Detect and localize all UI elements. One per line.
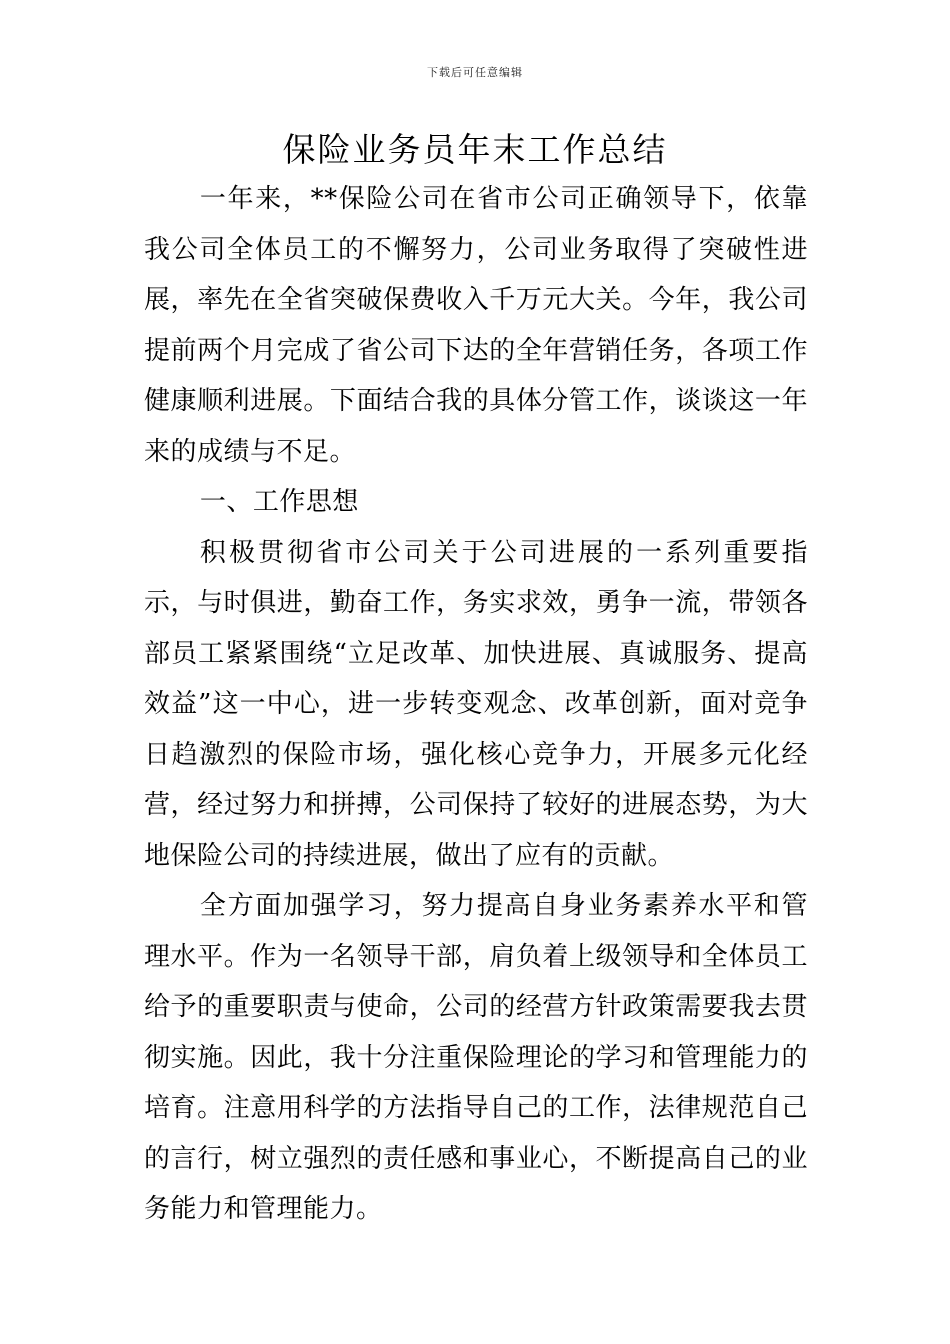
document-body — [144, 174, 808, 1235]
section-heading-work-thinking: 一、工作思想 — [199, 487, 359, 517]
paragraph-learning: 全方面加强学习，努力提高自身业务素养水平和管理水平。作为一名领导干部，肩负着上级领导和全体员工给予的重要职责与使命，公司的经营方针政策需要我去贯彻实施。因此，我十分注重保险理论的学习和管理能力的培育。注意用科学的方法指导自己的工作，法律规范自己的言行，树立强烈的责任感和事业心，不断提高自己的业务能力和管理能力。 — [144, 891, 808, 1224]
paragraph-work-thinking: 积极贯彻省市公司关于公司进展的一系列重要指示，与时俱进，勤奋工作，务实求效，勇争一流，带领各部员工紧紧围绕“立足改革、加快进展、真诚服务、提高效益”这一中心，进一步转变观念、改革创新，面对竞争日趋激烈的保险市场，强化核心竞争力，开展多元化经营，经过努力和拼搏，公司保持了较好的进展态势，为大地保险公司的持续进展，做出了应有的贡献。 — [144, 537, 808, 871]
paragraph-intro: 一年来，**保险公司在省市公司正确领导下，依靠我公司全体员工的不懈努力，公司业务取得了突破性进展，率先在全省突破保费收入千万元大关。今年，我公司提前两个月完成了省公司下达的全年营销任务，各项工作健康顺利进展。下面结合我的具体分管工作，谈谈这一年来的成绩与不足。 — [144, 184, 808, 467]
document-title: 保险业务员年末工作总结 — [282, 130, 668, 169]
header-note: 下载后可任意编辑 — [427, 66, 523, 79]
